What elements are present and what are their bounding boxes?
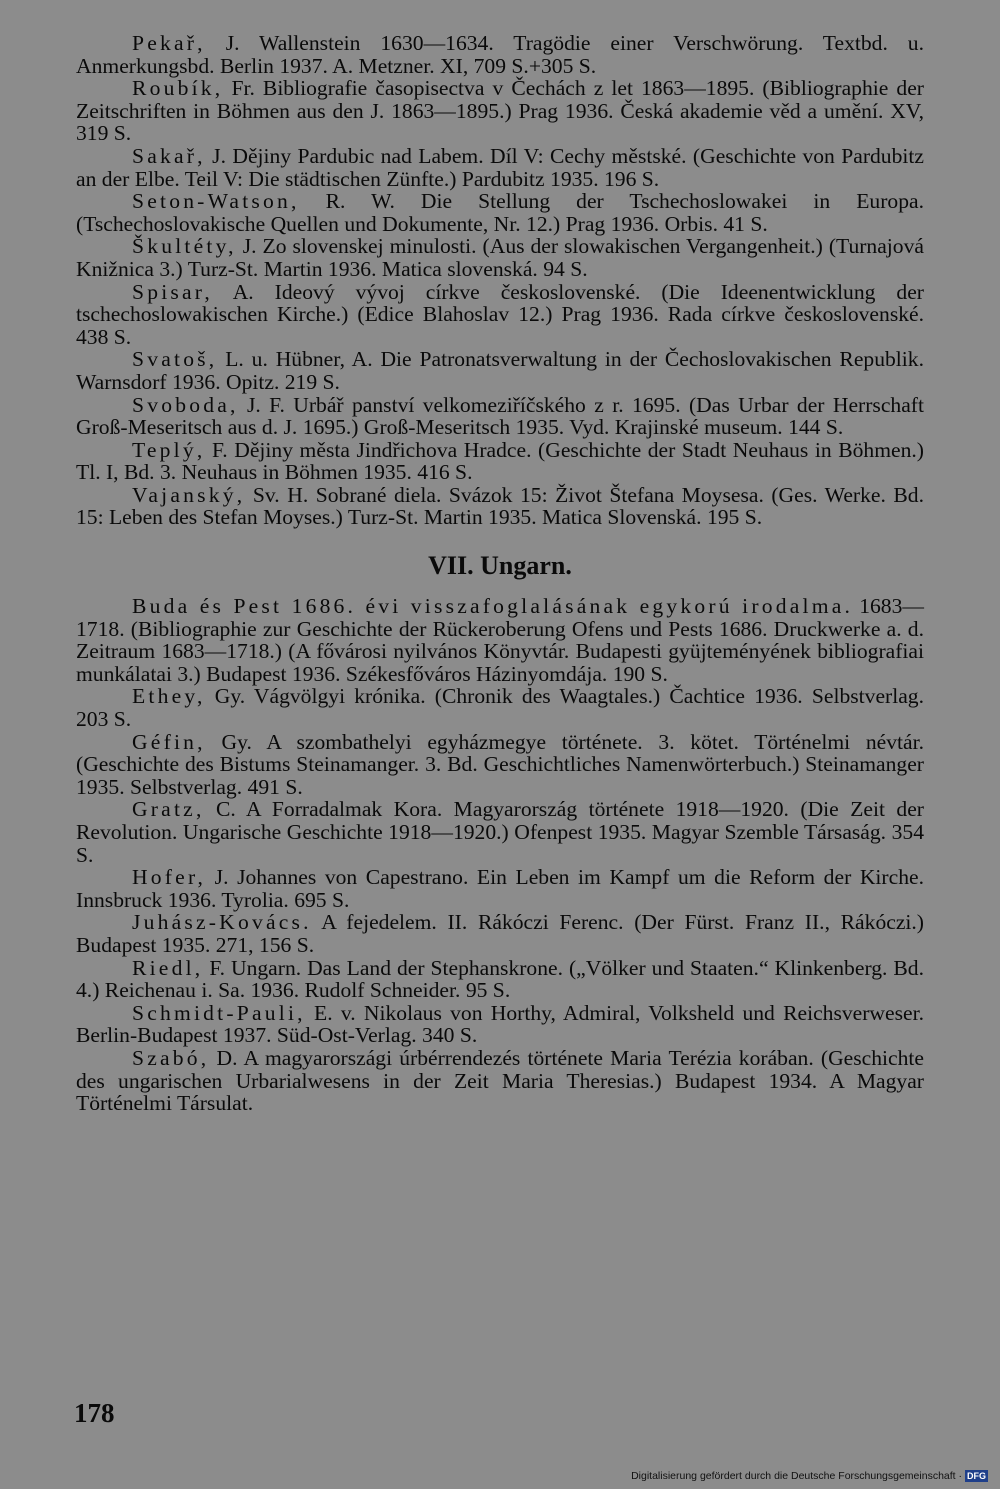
entry-author: Riedl, (132, 955, 204, 980)
entry-author: Sakař, (132, 143, 206, 168)
entries-top (76, 32, 924, 529)
bibliography-entry (76, 731, 924, 799)
bibliography-entry (76, 145, 924, 190)
entry-author: Vajanský, (132, 482, 246, 507)
bibliography-entry (76, 685, 924, 730)
entry-text: F. Ungarn. Das Land der Stephanskrone. („Völker und Staaten.“ Klinkenberg. Bd. 4.) Reichenau i. Sa. 1936. Rudolf Schneider. 95 S. (76, 955, 924, 1003)
entry-text: J. Zo slovenskej minulosti. (Aus der slowakischen Vergangenheit.) (Turnajová Knižnica 3.) Turz-St. Martin 1936. Matica slovenská. 94 S. (76, 234, 924, 281)
bibliography-entry (76, 484, 924, 529)
entry-author: Roubík, (132, 76, 224, 101)
footer-credit: Digitalisierung gefördert durch die Deutsche Forschungsgemeinschaft · (631, 1470, 962, 1482)
entry-text: 1683—1718. (Bibliographie zur Geschichte der Rückeroberung Ofens und Pests 1686. Druckwerke a. d. Zeitraum 1683—1718.) (A fővárosi nyilvános Könyvtár. Budapesti gyüjteményének bibliografiai munkálatai 3.) Budapest 1936. Székesfőváros Házinyomdája. 190 S. (76, 594, 924, 686)
entry-author: Hofer, (132, 865, 207, 890)
entry-text: D. A magyarországi úrbérrendezés története Maria Terézia korában. (Geschichte des ungarischen Urbarialwesens in der Zeit Maria Theresias.) Budapest 1934. A Magyar Történelmi Társulat. (76, 1045, 924, 1116)
entry-text: J. F. Urbář panství velkomeziříčského z r. 1695. (Das Urbar der Herrschaft Groß-Meseritsch aus d. J. 1695.) Groß-Meseritsch 1935. Vyd. Krajinské museum. 144 S. (76, 392, 924, 440)
bibliography-entry (76, 1047, 924, 1115)
document-page (76, 32, 924, 1115)
entry-text: R. W. Die Stellung der Tschechoslowakei in Europa. (Tschechoslovakische Quellen und Dokumente, Nr. 12.) Prag 1936. Orbis. 41 S. (76, 189, 924, 236)
bibliography-entry (76, 595, 924, 685)
bibliography-entry (76, 439, 924, 484)
entry-author: Buda és Pest 1686. évi visszafoglalásának egykorú irodalma. (132, 594, 854, 619)
entry-author: Schmidt-Pauli, (132, 1000, 306, 1025)
entry-text: A. Ideový vývoj církve československé. (Die Ideenentwicklung der tschechoslowakischen Kirche.) (Edice Blahoslav 12.) Prag 1936. Rada církve československé. 438 S. (76, 279, 924, 349)
bibliography-entry (76, 957, 924, 1002)
entry-author: Gratz, (132, 797, 205, 822)
entry-text: Gy. A szombathelyi egyházmegye története. 3. kötet. Történelmi névtár. (Geschichte des Bistums Steinamanger. 3. Bd. Geschichtliches Namenwörterbuch.) Steinamanger 1935. Selbstverlag. 491 S. (76, 729, 924, 799)
entry-author: Seton-Watson, (132, 189, 300, 214)
bibliography-entry (76, 1002, 924, 1047)
entry-text: Gy. Vágvölgyi krónika. (Chronik des Waagtales.) Čachtice 1936. Selbstverlag. 203 S. (76, 684, 924, 732)
entry-author: Teplý, (132, 437, 206, 462)
bibliography-entry (76, 32, 924, 77)
entry-text: J. Wallenstein 1630—1634. Tragödie einer Verschwörung. Textbd. u. Anmerkungsbd. Berlin 1937. A. Metzner. XI, 709 S.+305 S. (76, 31, 924, 78)
entry-text: E. v. Nikolaus von Horthy, Admiral, Volksheld und Reichsverweser. Berlin-Budapest 1937. Süd-Ost-Verlag. 340 S. (76, 1000, 924, 1048)
entry-author: Géfin, (132, 729, 206, 754)
bibliography-entry (76, 77, 924, 145)
entry-author: Spisar, (132, 279, 213, 304)
dfg-logo-icon: DFG (967, 1471, 986, 1481)
entry-text: L. u. Hübner, A. Die Patronatsverwaltung in der Čechoslovakischen Republik. Warnsdorf 1936. Opitz. 219 S. (76, 347, 924, 394)
entry-text: C. A Forradalmak Kora. Magyarország története 1918—1920. (Die Zeit der Revolution. Ungarische Geschichte 1918—1920.) Ofenpest 1935. Magyar Szemble Társaság. 354 S. (76, 797, 924, 867)
bibliography-entry (76, 348, 924, 393)
bibliography-entry (76, 911, 924, 956)
entry-author: Svoboda, (132, 392, 239, 417)
bibliography-entry (76, 394, 924, 439)
entry-author: Ethey, (132, 684, 206, 709)
digitization-footer (631, 1470, 988, 1482)
entry-text: Sv. H. Sobrané diela. Svázok 15: Život Štefana Moysesa. (Ges. Werke. Bd. 15: Leben des Stefan Moyses.) Turz-St. Martin 1935. Matica Slovenská. 195 S. (76, 482, 924, 530)
entry-author: Svatoš, (132, 347, 218, 372)
bibliography-entry (76, 798, 924, 866)
page-number: 178 (74, 1398, 115, 1428)
entry-text: F. Dějiny města Jindřichova Hradce. (Geschichte der Stadt Neuhaus in Böhmen.) Tl. I, Bd. 3. Neuhaus in Böhmen 1935. 416 S. (76, 437, 924, 485)
bibliography-entry (76, 235, 924, 280)
entry-author: Škultéty, (132, 234, 237, 259)
entry-author: Szabó, (132, 1045, 210, 1070)
entry-text: Fr. Bibliografie časopisectva v Čechách z let 1863—1895. (Bibliographie der Zeitschriften in Böhmen aus den J. 1863—1895.) Prag 1936. Česká akademie věd a umění. XV, 319 S. (76, 76, 924, 146)
entry-text: J. Dějiny Pardubic nad Labem. Díl V: Cechy městské. (Geschichte von Pardubitz an der Elbe. Teil V: Die städtischen Zünfte.) Pardubitz 1935. 196 S. (76, 143, 924, 191)
entries-bottom (76, 595, 924, 1115)
entry-text: J. Johannes von Capestrano. Ein Leben im Kampf um die Reform der Kirche. Innsbruck 1936. Tyrolia. 695 S. (76, 865, 924, 912)
entry-author: Pekař, (132, 31, 206, 55)
bibliography-entry (76, 190, 924, 235)
bibliography-entry (76, 866, 924, 911)
entry-text: A fejedelem. II. Rákóczi Ferenc. (Der Fürst. Franz II., Rákóczi.) Budapest 1935. 271, 156 S. (76, 910, 924, 957)
entry-author: Juhász-Kovács. (132, 910, 312, 935)
bibliography-entry (76, 281, 924, 349)
section-heading: VII. Ungarn. (428, 551, 572, 581)
